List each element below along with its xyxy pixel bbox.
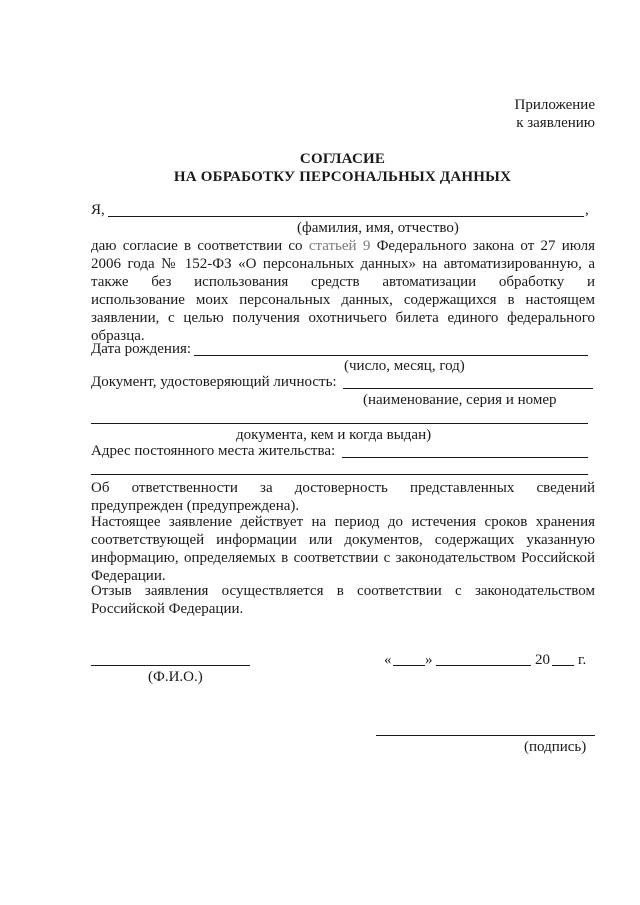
address-field-line [342,457,588,458]
consent-paragraph [91,237,595,345]
appendix-header [514,96,595,132]
title-line-1: СОГЛАСИЕ [299,151,386,167]
responsibility-line-2: предупрежден (предупреждена). [91,498,300,514]
validity-line-3: информацию, определяемых в соответствии с законодательством Российской [91,550,595,566]
fio-field-line [91,665,250,666]
consent-line-4: использование моих персональных данных, содержащихся в настоящем [91,292,595,308]
fullname-field-line [108,216,584,217]
validity-line-2: соответствующей информации или документов, содержащих указанную [91,532,595,548]
title-line-2: НА ОБРАБОТКУ ПЕРСОНАЛЬНЫХ ДАННЫХ [173,169,512,185]
revocation-line-2: Российской Федерации. [91,601,244,617]
consent-line-2: 2006 года № 152-ФЗ «О персональных данных» на автоматизированную, а [91,256,595,272]
identity-document-field-line [343,388,593,389]
date-close-quote: » [425,652,433,668]
birth-date-label: Дата рождения: [91,341,192,357]
identity-document-hint-2: документа, кем и когда выдан) [236,427,432,443]
year-field-line [552,665,574,666]
revocation-line-1: Отзыв заявления осуществляется в соответствии с законодательством [91,583,595,599]
identity-document-field-line-2 [91,423,588,424]
revocation-paragraph [91,582,595,618]
appendix-line-1: Приложение [514,97,595,113]
address-field-line-2 [91,474,588,475]
day-field-line [393,665,425,666]
birth-date-field-line [194,355,588,356]
signature-hint: (подпись) [524,739,587,755]
fullname-hint: (фамилия, имя, отчество) [297,220,459,236]
consent-line-1-b: Федерального закона от 27 июля [370,238,596,254]
consent-line-6: образца. [91,328,145,344]
fio-hint: (Ф.И.О.) [148,669,203,685]
year-suffix: г. [578,652,587,668]
consent-line-1 [91,237,595,255]
law-article-link[interactable]: статьей 9 [308,238,371,254]
appendix-line-2: к заявлению [516,115,595,131]
consent-line-5: заявлении, с целью получения охотничьего билета единого федерального [91,310,595,326]
document-title [0,150,640,186]
validity-paragraph [91,513,595,585]
validity-line-4: Федерации. [91,568,166,584]
month-field-line [436,665,531,666]
identity-document-hint-1: (наименование, серия и номер [363,392,557,408]
year-prefix: 20 [535,652,550,668]
consent-line-1-a: даю согласие в соответствии со [91,238,309,254]
birth-date-hint: (число, месяц, год) [344,358,465,374]
responsibility-paragraph [91,479,595,515]
responsibility-line-1: Об ответственности за достоверность представленных сведений [91,480,595,496]
consent-line-3: также без использования средств автоматизации обработку и [91,274,595,290]
date-open-quote: « [384,652,392,668]
signature-field-line [376,735,595,736]
intro-prefix: Я, [91,202,105,218]
intro-suffix: , [585,202,589,218]
validity-line-1: Настоящее заявление действует на период до истечения сроков хранения [91,514,595,530]
identity-document-label: Документ, удостоверяющий личность: [91,374,337,390]
address-label: Адрес постоянного места жительства: [91,443,336,459]
